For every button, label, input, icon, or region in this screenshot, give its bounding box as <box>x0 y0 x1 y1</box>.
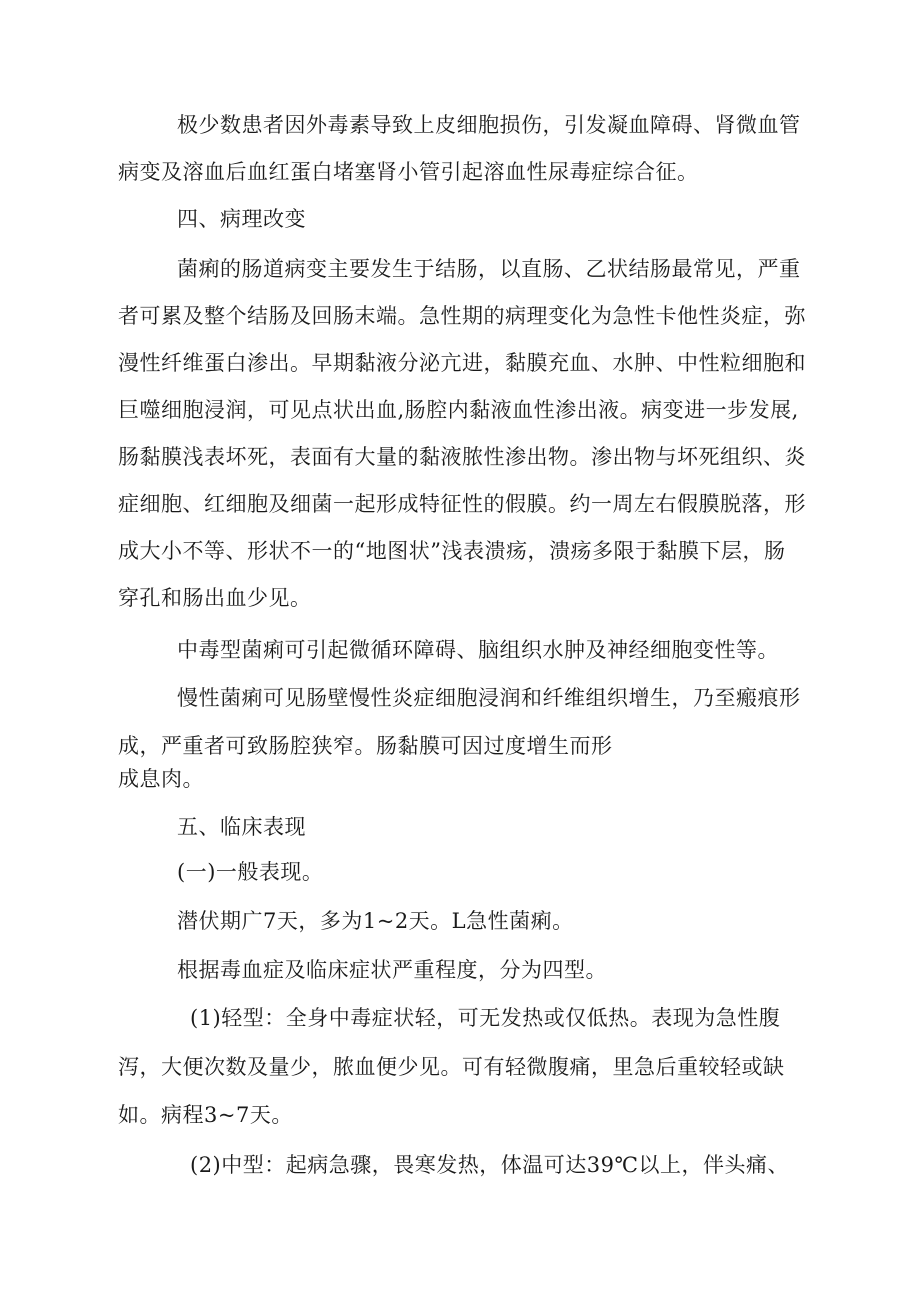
section-heading: 五、临床表现 <box>177 815 306 839</box>
text-line: 成息肉。 <box>118 767 204 791</box>
section-heading: 四、病理改变 <box>177 207 306 231</box>
text-line: 成大小不等、形状不一的“地图状”浅表溃疡，溃疡多限于黏膜下层，肠 <box>118 539 786 563</box>
text-line: 肠黏膜浅表坏死，表面有大量的黏液脓性渗出物。渗出物与坏死组织、炎 <box>118 445 806 469</box>
text-line: 中毒型菌痢可引起微循环障碍、脑组织水肿及神经细胞变性等。 <box>177 638 779 662</box>
subsection-heading: (一)一般表现。 <box>177 860 324 884</box>
text-line: 泻，大便次数及量少，脓血便少见。可有轻微腹痛，里急后重较轻或缺 <box>118 1055 785 1079</box>
text-line: 者可累及整个结肠及回肠末端。急性期的病理变化为急性卡他性炎症，弥 <box>118 304 806 328</box>
text-line: 病变及溶血后血红蛋白堵塞肾小管引起溶血性尿毒症综合征。 <box>118 160 699 184</box>
text-line: 漫性纤维蛋白渗出。早期黏液分泌亢进，黏膜充血、水肿、中性粒细胞和 <box>118 351 806 375</box>
text-line: 穿孔和肠出血少见。 <box>118 586 312 610</box>
text-line: 慢性菌痢可见肠壁慢性炎症细胞浸润和纤维组织增生，乃至瘢痕形 <box>177 686 801 710</box>
text-line: 症细胞、红细胞及细菌一起形成特征性的假膜。约一周左右假膜脱落，形 <box>118 492 806 516</box>
text-line: 菌痢的肠道病变主要发生于结肠，以直肠、乙状结肠最常见，严重 <box>177 257 801 281</box>
text-line: (1)轻型：全身中毒症状轻，可无发热或仅低热。表现为急性腹 <box>190 1006 781 1030</box>
text-line: 潜伏期广7天，多为1~2天。L急性菌痢。 <box>177 909 574 933</box>
text-line: 如。病程3~7天。 <box>118 1103 293 1127</box>
text-line: 巨噬细胞浸润，可见点状出血,肠腔内黏液血性渗出液。病变进一步发展, <box>118 398 799 422</box>
text-line: (2)中型：起病急骤，畏寒发热，体温可达39℃以上，伴头痛、 <box>190 1153 789 1177</box>
text-line: 成，严重者可致肠腔狭窄。肠黏膜可因过度增生而形 <box>118 734 613 758</box>
text-line: 极少数患者因外毒素导致上皮细胞损伤，引发凝血障碍、肾微血管 <box>177 113 801 137</box>
text-line: 根据毒血症及临床症状严重程度，分为四型。 <box>177 958 607 982</box>
